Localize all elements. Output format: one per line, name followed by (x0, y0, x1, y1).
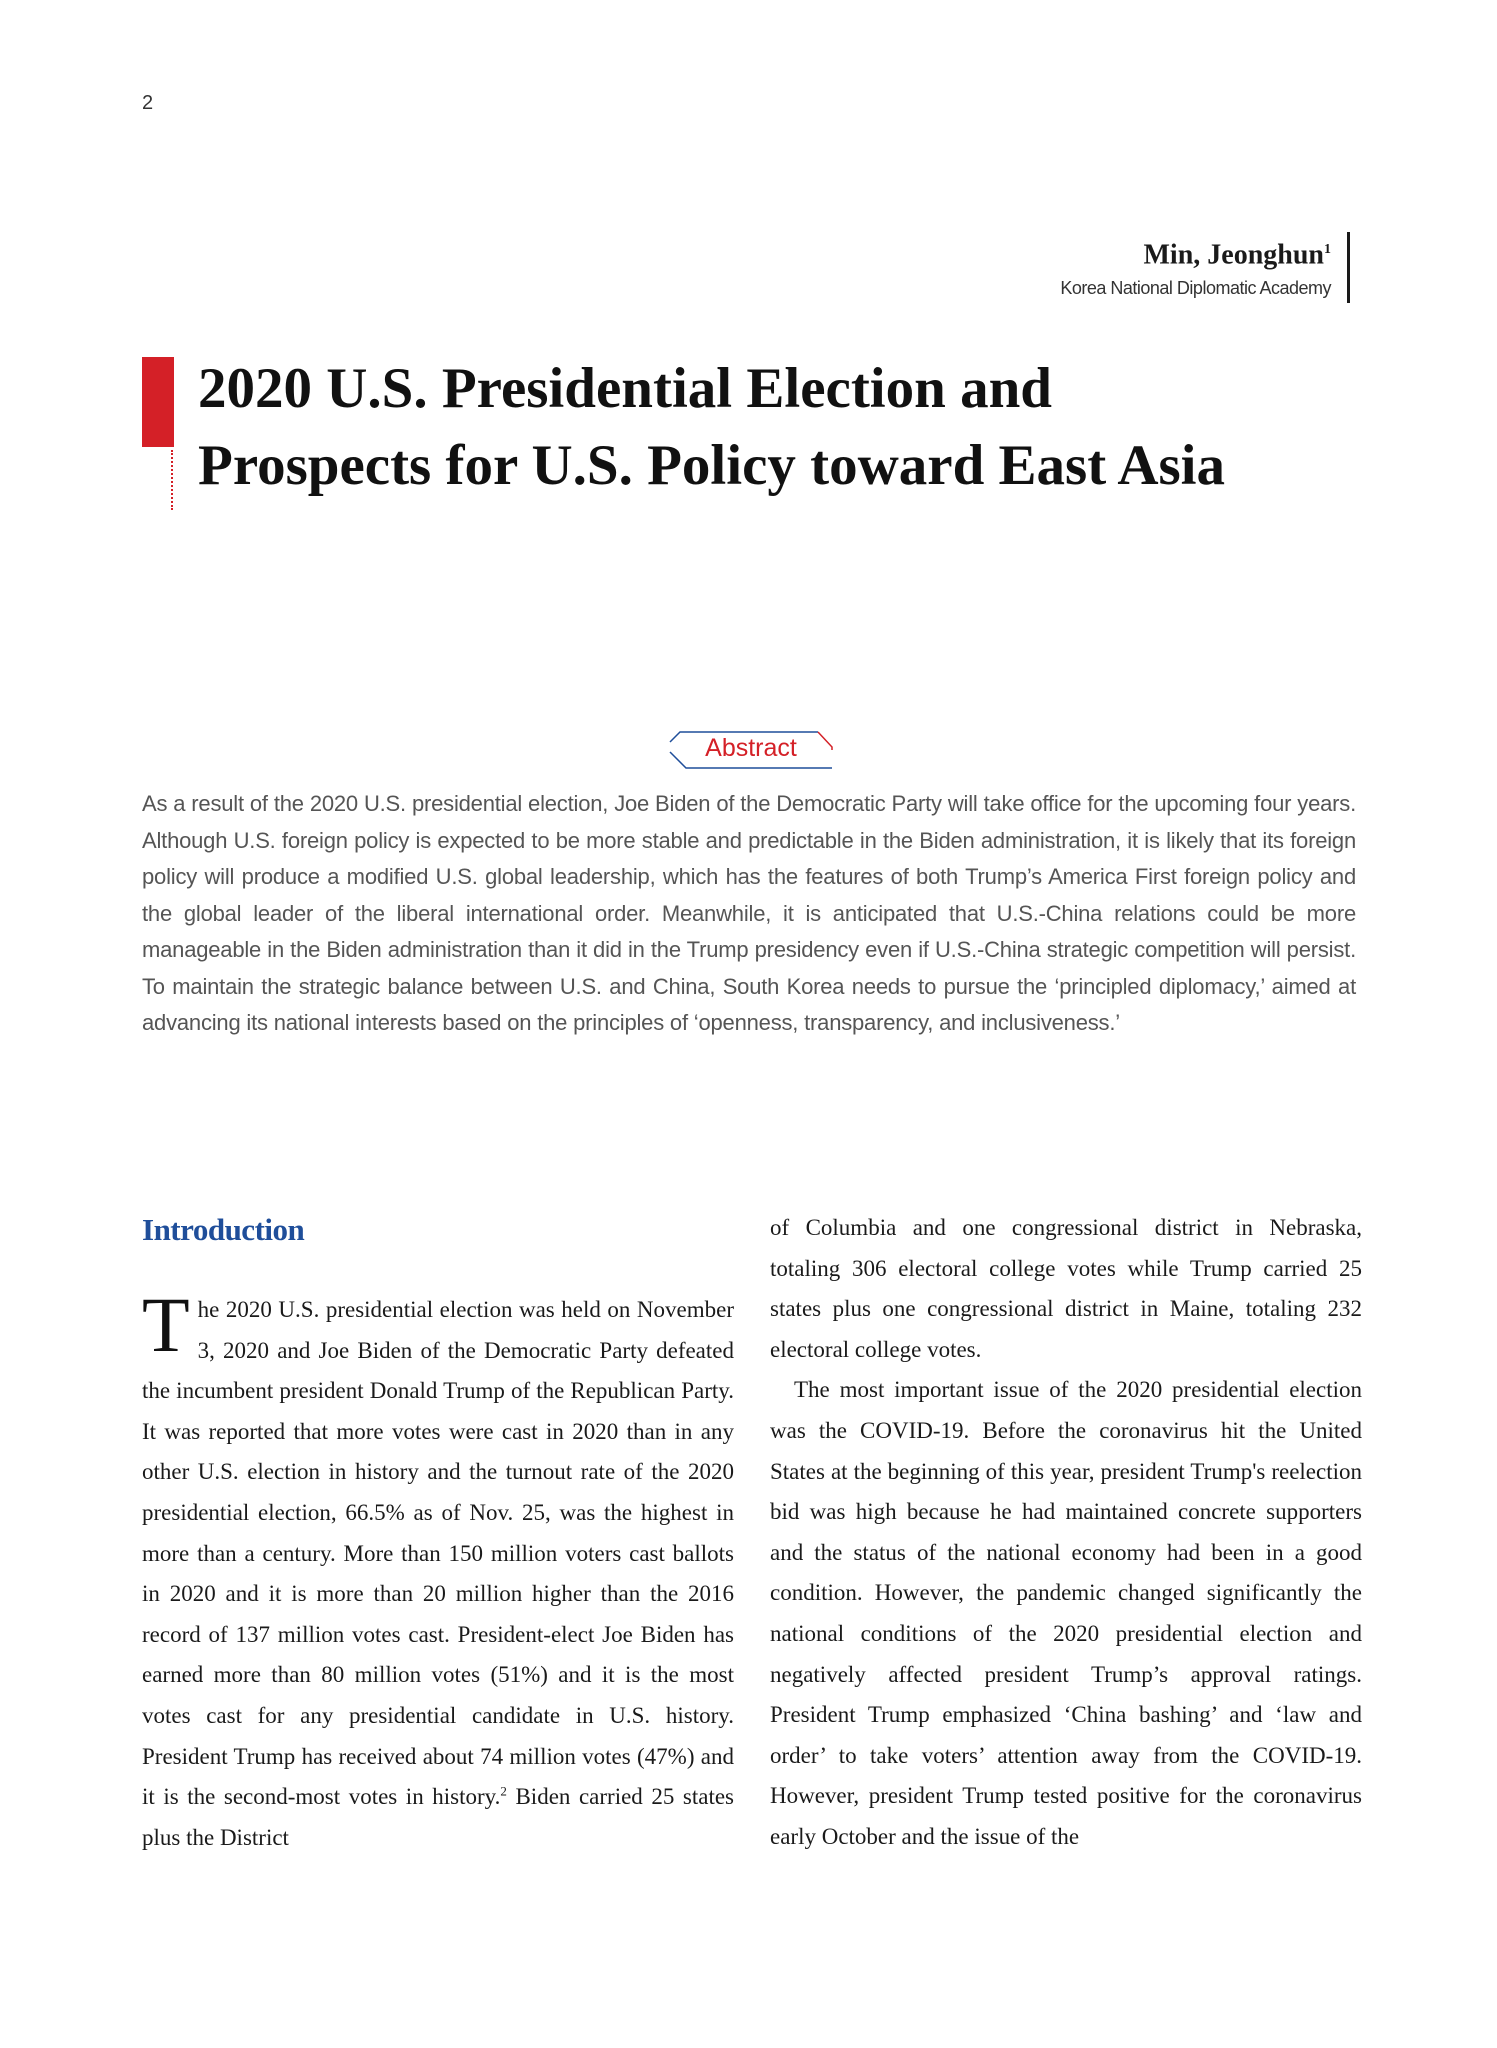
paragraph-text: he 2020 U.S. presidential election was held on November 3, 2020 and Joe Biden of the Democratic Party defeated the incumbent president Donald Trump of the Republican Party. It was reported that more votes were cast in 2020 than in any other U.S. election in history and the turnout rate of the 2020 presidential election, 66.5% as of Nov. 25, was the highest in more than a century. More than 150 million voters cast ballots in 2020 and it is more than 20 million higher than the 2016 record of 137 million votes cast. President-elect Joe Biden has earned more than 80 million votes (51%) and it is the most votes cast for any presidential candidate in U.S. history. President Trump has received about 74 million votes (47%) and it is the second-most votes in history. (142, 1297, 734, 1810)
paragraph-continued: of Columbia and one congressional district in Nebraska, totaling 306 electoral college votes while Trump carried 25 states plus one congressional district in Maine, totaling 232 electoral college votes. (770, 1215, 1362, 1362)
title-accent-dots (171, 450, 173, 510)
author-footnote-marker: 1 (1324, 242, 1331, 257)
author-name-text: Min, Jeonghun (1143, 239, 1324, 271)
footnote-marker-2: 2 (500, 1783, 507, 1799)
article-title (198, 350, 1378, 504)
title-accent-bar (142, 357, 174, 447)
paragraph-text-continued: Biden carried 25 states plus the District (142, 1784, 734, 1850)
abstract-label-box (668, 730, 834, 772)
author-name (1060, 232, 1331, 273)
paragraph (142, 1281, 734, 1858)
text-column-left (142, 1281, 734, 1858)
page-number: 2 (142, 92, 154, 114)
author-affiliation: Korea National Diplomatic Academy (1060, 278, 1331, 299)
paragraph: The most important issue of the 2020 presidential election was the COVID-19. Before the coronavirus hit the United States at the beginning of this year, president Trump's reelection bid was high because he had maintained concrete supporters and the status of the national economy had been in a good condition. However, the pandemic changed significantly the national conditions of the 2020 presidential election and negatively affected president Trump’s approval ratings. President Trump emphasized ‘China bashing’ and ‘law and order’ to take voters’ attention away from the COVID-19. However, president Trump tested positive for the coronavirus early October and the issue of the (770, 1377, 1362, 1849)
author-block (1060, 232, 1350, 303)
drop-cap: T (142, 1281, 190, 1368)
text-column-right (770, 1208, 1362, 1858)
title-line-2: Prospects for U.S. Policy toward East Asia (198, 434, 1226, 497)
abstract-text: As a result of the 2020 U.S. presidential election, Joe Biden of the Democratic Party will take office for the upcoming four years. Although U.S. foreign policy is expected to be more stable and predictable in the Biden administration, it is likely that its foreign policy will produce a modified U.S. global leadership, which has the features of both Trump’s America First foreign policy and the global leader of the liberal international order. Meanwhile, it is anticipated that U.S.-China relations could be more manageable in the Biden administration than it did in the Trump presidency even if U.S.-China strategic competition will persist. To maintain the strategic balance between U.S. and China, South Korea needs to pursue the ‘principled diplomacy,’ aimed at advancing its national interests based on the principles of ‘openness, transparency, and inclusiveness.’ (142, 791, 1356, 1035)
title-line-1: 2020 U.S. Presidential Election and (198, 357, 1052, 420)
abstract-label: Abstract (705, 734, 797, 762)
section-heading-introduction: Introduction (142, 1212, 305, 1247)
